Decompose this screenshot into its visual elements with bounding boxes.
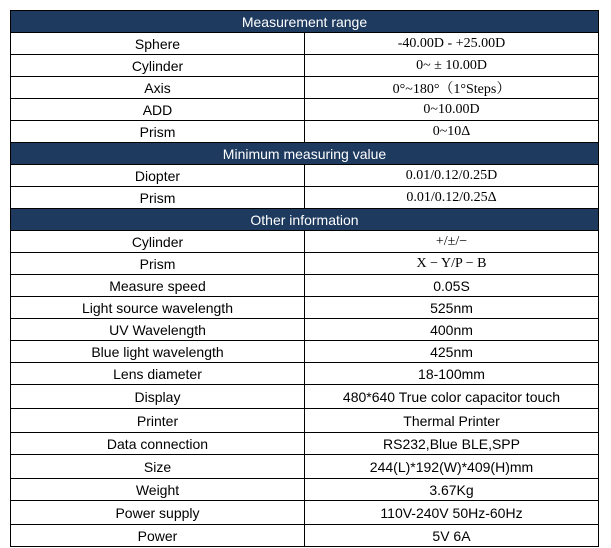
table-row [11,55,599,77]
row-label: Cylinder [11,55,305,77]
row-label: Diopter [11,165,305,187]
section-title: Measurement range [11,11,599,33]
table-row [11,341,599,363]
row-label: Measure speed [11,275,305,297]
table-row [11,385,599,409]
section-title: Minimum measuring value [11,143,599,165]
row-label: Axis [11,77,305,99]
table-row [11,525,599,547]
row-value: 18-100mm [305,363,599,385]
table-row [11,275,599,297]
table-row [11,479,599,501]
row-label: Weight [11,479,305,501]
row-label: Display [11,385,305,409]
row-label: UV Wavelength [11,319,305,341]
row-value: 110V-240V 50Hz-60Hz [305,501,599,525]
row-value: 0~10.00D [305,99,599,121]
row-label: Data connection [11,433,305,455]
table-row [11,121,599,143]
section-header-other-information [11,209,599,231]
section-header-measurement-range [11,11,599,33]
row-value: RS232,Blue BLE,SPP [305,433,599,455]
table-row [11,501,599,525]
row-value: 3.67Kg [305,479,599,501]
row-value: Thermal Printer [305,409,599,433]
row-value: 525nm [305,297,599,319]
row-value: 0°~180°（1°Steps） [305,77,599,99]
row-value: 0~ ± 10.00D [305,55,599,77]
row-label: Printer [11,409,305,433]
row-label: Lens diameter [11,363,305,385]
row-label: Prism [11,121,305,143]
row-value: 0.01/0.12/0.25D [305,165,599,187]
table-row [11,231,599,253]
table-row [11,77,599,99]
row-value: -40.00D - +25.00D [305,33,599,55]
table-row [11,363,599,385]
specification-table [10,10,599,547]
row-label: Prism [11,253,305,275]
row-label: Blue light wavelength [11,341,305,363]
table-row [11,409,599,433]
row-label: Sphere [11,33,305,55]
row-label: Light source wavelength [11,297,305,319]
row-label: Power [11,525,305,547]
row-value: +/±/− [305,231,599,253]
row-label: ADD [11,99,305,121]
row-label: Prism [11,187,305,209]
table-row [11,99,599,121]
row-value: 244(L)*192(W)*409(H)mm [305,455,599,479]
section-title: Other information [11,209,599,231]
table-row [11,433,599,455]
section-header-minimum-measuring-value [11,143,599,165]
table-row [11,187,599,209]
table-row [11,297,599,319]
row-label: Cylinder [11,231,305,253]
row-label: Size [11,455,305,479]
row-value: 480*640 True color capacitor touch [305,385,599,409]
row-value: 400nm [305,319,599,341]
row-value: 0.01/0.12/0.25Δ [305,187,599,209]
table-row [11,455,599,479]
row-value: 5V 6A [305,525,599,547]
row-value: X − Y/P − B [305,253,599,275]
table-row [11,253,599,275]
table-row [11,319,599,341]
row-label: Power supply [11,501,305,525]
table-row [11,165,599,187]
table-row [11,33,599,55]
row-value: 0.05S [305,275,599,297]
row-value: 0~10Δ [305,121,599,143]
row-value: 425nm [305,341,599,363]
